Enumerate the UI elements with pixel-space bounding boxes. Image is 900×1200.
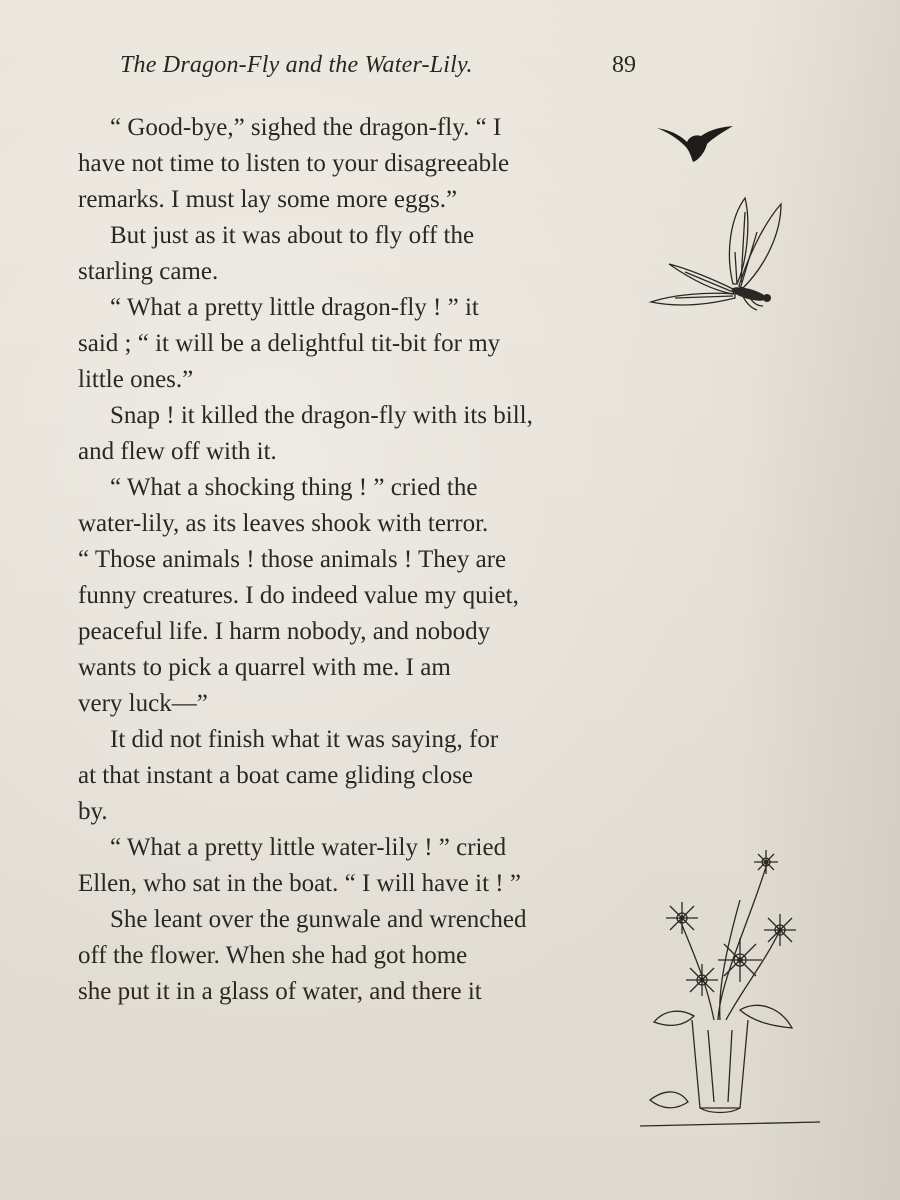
paragraph bbox=[78, 290, 630, 398]
text-line: water-lily, as its leaves shook with terror. bbox=[78, 510, 489, 537]
running-head: The Dragon-Fly and the Water-Lily. bbox=[120, 52, 473, 78]
text-line: peaceful life. I harm nobody, and nobody bbox=[78, 618, 491, 645]
text-line: little ones.” bbox=[78, 366, 194, 393]
text-line: off the flower. When she had got home bbox=[78, 942, 468, 969]
text-line: “ What a pretty little water-lily ! ” cried bbox=[110, 834, 507, 861]
text-line: It did not finish what it was saying, for bbox=[110, 726, 499, 753]
text-line: she put it in a glass of water, and there it bbox=[78, 978, 482, 1005]
text-line: have not time to listen to your disagreeable bbox=[78, 150, 510, 177]
paragraph bbox=[78, 902, 630, 1010]
text-line: and flew off with it. bbox=[78, 438, 277, 465]
text-line: Snap ! it killed the dragon-fly with its bill, bbox=[110, 402, 533, 429]
text-line: “ What a shocking thing ! ” cried the bbox=[110, 474, 478, 501]
paragraph bbox=[78, 830, 630, 902]
body-text bbox=[78, 110, 630, 1010]
flowers-in-glass-illustration bbox=[630, 840, 830, 1140]
text-line: wants to pick a quarrel with me. I am bbox=[78, 654, 451, 681]
text-line: She leant over the gunwale and wrenched bbox=[110, 906, 527, 933]
text-line: “ What a pretty little dragon-fly ! ” it bbox=[110, 294, 479, 321]
text-line: starling came. bbox=[78, 258, 219, 285]
text-line: funny creatures. I do indeed value my quiet, bbox=[78, 582, 519, 609]
text-line: “ Those animals ! those animals ! They are bbox=[78, 546, 507, 573]
text-line: said ; “ it will be a delightful tit-bit for my bbox=[78, 330, 501, 357]
text-line: remarks. I must lay some more eggs.” bbox=[78, 186, 458, 213]
text-line: “ Good-bye,” sighed the dragon-fly. “ I bbox=[110, 114, 502, 141]
page-header bbox=[120, 52, 640, 92]
bird-icon bbox=[655, 120, 735, 168]
paragraph bbox=[78, 218, 630, 290]
page-number: 89 bbox=[612, 52, 636, 78]
paragraph bbox=[78, 722, 630, 830]
text-line: But just as it was about to fly off the bbox=[110, 222, 475, 249]
text-line: by. bbox=[78, 798, 108, 825]
text-line: very luck—” bbox=[78, 690, 208, 717]
paragraph bbox=[78, 398, 630, 470]
paragraph bbox=[78, 110, 630, 218]
text-line: Ellen, who sat in the boat. “ I will have it ! ” bbox=[78, 870, 521, 897]
text-line: at that instant a boat came gliding close bbox=[78, 762, 474, 789]
paragraph bbox=[78, 470, 630, 722]
dragonfly-illustration bbox=[645, 192, 785, 317]
